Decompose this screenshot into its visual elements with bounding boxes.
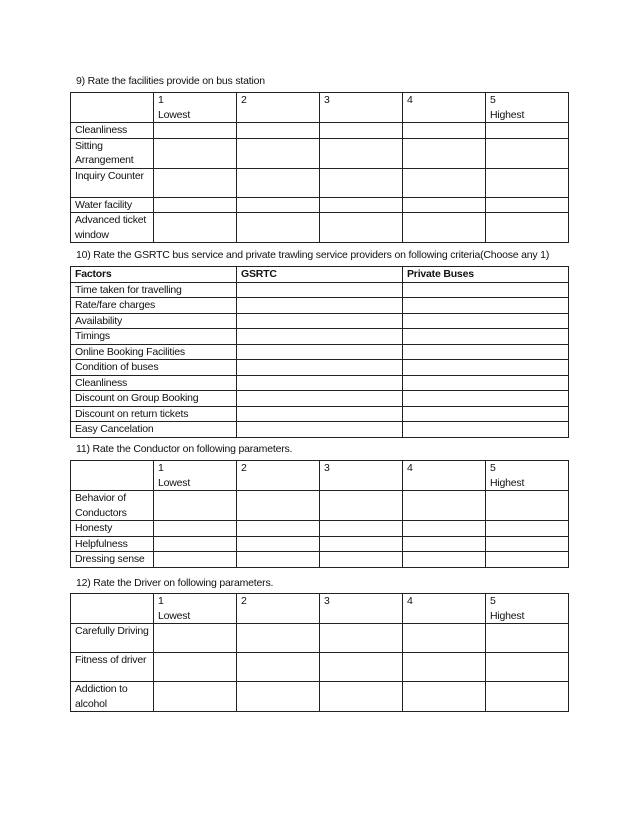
rating-cell[interactable] bbox=[403, 491, 486, 521]
rating-cell[interactable] bbox=[486, 138, 569, 168]
rating-number: 2 bbox=[241, 94, 247, 106]
rating-4-header bbox=[403, 461, 486, 491]
rating-cell[interactable] bbox=[403, 213, 486, 243]
rating-number: 3 bbox=[324, 462, 330, 474]
rating-cell[interactable] bbox=[154, 138, 237, 168]
rating-cell[interactable] bbox=[320, 521, 403, 537]
rating-cell[interactable] bbox=[320, 682, 403, 712]
rating-cell[interactable] bbox=[237, 536, 320, 552]
rating-cell[interactable] bbox=[237, 197, 320, 213]
row-label: Timings bbox=[71, 329, 237, 345]
rating-cell[interactable] bbox=[320, 123, 403, 139]
rating-2-header bbox=[237, 461, 320, 491]
rating-cell[interactable] bbox=[237, 653, 320, 682]
rating-cell[interactable] bbox=[403, 168, 486, 197]
rating-3-header bbox=[320, 93, 403, 123]
table-row bbox=[71, 536, 569, 552]
row-label: Easy Cancelation bbox=[71, 422, 237, 438]
rating-cell[interactable] bbox=[486, 168, 569, 197]
table-row bbox=[71, 552, 569, 568]
row-label: Cleanliness bbox=[71, 123, 154, 139]
comparison-header-row bbox=[71, 267, 569, 283]
rating-label: Highest bbox=[490, 476, 525, 489]
rating-cell[interactable] bbox=[320, 168, 403, 197]
rating-cell[interactable] bbox=[237, 123, 320, 139]
rating-cell[interactable] bbox=[403, 536, 486, 552]
table-row bbox=[71, 329, 569, 345]
rating-cell[interactable] bbox=[237, 624, 320, 653]
rating-2-header bbox=[237, 93, 320, 123]
row-label: Time taken for travelling bbox=[71, 282, 237, 298]
table-row bbox=[71, 282, 569, 298]
gsrtc-cell[interactable] bbox=[237, 313, 403, 329]
gsrtc-cell[interactable] bbox=[237, 360, 403, 376]
blank-header-cell bbox=[71, 93, 154, 123]
private-cell[interactable] bbox=[403, 344, 569, 360]
rating-cell[interactable] bbox=[320, 491, 403, 521]
rating-cell[interactable] bbox=[320, 653, 403, 682]
rating-cell[interactable] bbox=[154, 491, 237, 521]
rating-cell[interactable] bbox=[320, 552, 403, 568]
rating-number: 1 bbox=[158, 462, 164, 474]
rating-5-header bbox=[486, 594, 569, 624]
rating-number: 2 bbox=[241, 462, 247, 474]
private-cell[interactable] bbox=[403, 391, 569, 407]
rating-cell[interactable] bbox=[403, 552, 486, 568]
private-cell[interactable] bbox=[403, 406, 569, 422]
gsrtc-cell[interactable] bbox=[237, 344, 403, 360]
question-10-title: 10) Rate the GSRTC bus service and private trawling service providers on following criteria(Choose any 1) bbox=[76, 249, 550, 261]
rating-cell[interactable] bbox=[486, 653, 569, 682]
rating-4-header bbox=[403, 93, 486, 123]
rating-cell[interactable] bbox=[154, 536, 237, 552]
rating-4-header bbox=[403, 594, 486, 624]
rating-cell[interactable] bbox=[486, 624, 569, 653]
table-row bbox=[71, 360, 569, 376]
rating-cell[interactable] bbox=[486, 682, 569, 712]
table-row bbox=[71, 422, 569, 438]
rating-5-header bbox=[486, 461, 569, 491]
rating-number: 3 bbox=[324, 94, 330, 106]
rating-number: 4 bbox=[407, 595, 413, 607]
table-row bbox=[71, 313, 569, 329]
rating-cell[interactable] bbox=[403, 123, 486, 139]
factors-header: Factors bbox=[71, 267, 237, 283]
rating-1-header bbox=[154, 594, 237, 624]
row-label: Availability bbox=[71, 313, 237, 329]
rating-label: Lowest bbox=[158, 476, 191, 489]
row-label: Condition of buses bbox=[71, 360, 237, 376]
row-label: Addiction to alcohol bbox=[71, 682, 154, 712]
row-label: Helpfulness bbox=[71, 536, 154, 552]
rating-cell[interactable] bbox=[403, 138, 486, 168]
rating-header-row bbox=[71, 93, 569, 123]
row-label: Discount on return tickets bbox=[71, 406, 237, 422]
rating-number: 5 bbox=[490, 94, 496, 106]
rating-cell[interactable] bbox=[403, 624, 486, 653]
rating-cell[interactable] bbox=[320, 138, 403, 168]
rating-number: 1 bbox=[158, 94, 164, 106]
table-row bbox=[71, 521, 569, 537]
rating-label: Highest bbox=[490, 108, 525, 121]
rating-cell[interactable] bbox=[403, 682, 486, 712]
rating-cell[interactable] bbox=[486, 521, 569, 537]
row-label: Carefully Driving bbox=[71, 624, 154, 653]
table-row bbox=[71, 138, 569, 168]
rating-number: 4 bbox=[407, 94, 413, 106]
facilities-rating-table bbox=[70, 92, 569, 243]
rating-cell[interactable] bbox=[320, 197, 403, 213]
question-11-title: 11) Rate the Conductor on following parameters. bbox=[76, 443, 293, 455]
table-row bbox=[71, 406, 569, 422]
rating-cell[interactable] bbox=[403, 653, 486, 682]
table-row bbox=[71, 391, 569, 407]
row-label: Rate/fare charges bbox=[71, 298, 237, 314]
row-label: Behavior of Conductors bbox=[71, 491, 154, 521]
table-row bbox=[71, 298, 569, 314]
private-buses-header: Private Buses bbox=[403, 267, 569, 283]
rating-cell[interactable] bbox=[403, 197, 486, 213]
blank-header-cell bbox=[71, 461, 154, 491]
rating-cell[interactable] bbox=[154, 197, 237, 213]
rating-cell[interactable] bbox=[486, 213, 569, 243]
private-cell[interactable] bbox=[403, 313, 569, 329]
rating-cell[interactable] bbox=[154, 653, 237, 682]
conductor-rating-table bbox=[70, 460, 569, 568]
private-cell[interactable] bbox=[403, 360, 569, 376]
rating-cell[interactable] bbox=[154, 213, 237, 243]
rating-cell[interactable] bbox=[486, 536, 569, 552]
rating-cell[interactable] bbox=[237, 213, 320, 243]
rating-cell[interactable] bbox=[320, 213, 403, 243]
table-row bbox=[71, 197, 569, 213]
rating-cell[interactable] bbox=[154, 682, 237, 712]
table-row bbox=[71, 653, 569, 682]
rating-cell[interactable] bbox=[320, 624, 403, 653]
table-row bbox=[71, 168, 569, 197]
rating-label: Highest bbox=[490, 609, 525, 622]
rating-cell[interactable] bbox=[320, 536, 403, 552]
rating-cell[interactable] bbox=[237, 552, 320, 568]
table-row bbox=[71, 375, 569, 391]
rating-cell[interactable] bbox=[154, 123, 237, 139]
private-cell[interactable] bbox=[403, 282, 569, 298]
rating-cell[interactable] bbox=[486, 197, 569, 213]
gsrtc-cell[interactable] bbox=[237, 406, 403, 422]
rating-cell[interactable] bbox=[237, 138, 320, 168]
gsrtc-cell[interactable] bbox=[237, 422, 403, 438]
rating-number: 5 bbox=[490, 595, 496, 607]
rating-cell[interactable] bbox=[154, 552, 237, 568]
rating-cell[interactable] bbox=[154, 521, 237, 537]
rating-cell[interactable] bbox=[486, 491, 569, 521]
rating-header-row bbox=[71, 461, 569, 491]
row-label: Sitting Arrangement bbox=[71, 138, 154, 168]
rating-cell[interactable] bbox=[237, 168, 320, 197]
row-label: Fitness of driver bbox=[71, 653, 154, 682]
rating-cell[interactable] bbox=[237, 491, 320, 521]
private-cell[interactable] bbox=[403, 375, 569, 391]
gsrtc-cell[interactable] bbox=[237, 282, 403, 298]
rating-1-header bbox=[154, 461, 237, 491]
rating-3-header bbox=[320, 461, 403, 491]
table-row bbox=[71, 344, 569, 360]
gsrtc-cell[interactable] bbox=[237, 375, 403, 391]
rating-5-header bbox=[486, 93, 569, 123]
table-row bbox=[71, 491, 569, 521]
gsrtc-header: GSRTC bbox=[237, 267, 403, 283]
rating-number: 2 bbox=[241, 595, 247, 607]
rating-1-header bbox=[154, 93, 237, 123]
private-cell[interactable] bbox=[403, 298, 569, 314]
row-label: Dressing sense bbox=[71, 552, 154, 568]
rating-number: 1 bbox=[158, 595, 164, 607]
row-label: Cleanliness bbox=[71, 375, 237, 391]
rating-3-header bbox=[320, 594, 403, 624]
driver-rating-table bbox=[70, 593, 569, 712]
row-label: Discount on Group Booking bbox=[71, 391, 237, 407]
rating-number: 5 bbox=[490, 462, 496, 474]
private-cell[interactable] bbox=[403, 422, 569, 438]
rating-cell[interactable] bbox=[154, 624, 237, 653]
rating-2-header bbox=[237, 594, 320, 624]
question-9-title: 9) Rate the facilities provide on bus station bbox=[76, 75, 265, 87]
gsrtc-cell[interactable] bbox=[237, 298, 403, 314]
table-row bbox=[71, 624, 569, 653]
private-cell[interactable] bbox=[403, 329, 569, 345]
rating-cell[interactable] bbox=[486, 123, 569, 139]
rating-cell[interactable] bbox=[237, 521, 320, 537]
rating-cell[interactable] bbox=[237, 682, 320, 712]
gsrtc-cell[interactable] bbox=[237, 391, 403, 407]
table-row bbox=[71, 213, 569, 243]
service-comparison-table bbox=[70, 266, 569, 438]
rating-label: Lowest bbox=[158, 108, 191, 121]
gsrtc-cell[interactable] bbox=[237, 329, 403, 345]
rating-number: 4 bbox=[407, 462, 413, 474]
rating-cell[interactable] bbox=[154, 168, 237, 197]
row-label: Water facility bbox=[71, 197, 154, 213]
row-label: Online Booking Facilities bbox=[71, 344, 237, 360]
rating-number: 3 bbox=[324, 595, 330, 607]
row-label: Inquiry Counter bbox=[71, 168, 154, 197]
blank-header-cell bbox=[71, 594, 154, 624]
rating-cell[interactable] bbox=[486, 552, 569, 568]
rating-header-row bbox=[71, 594, 569, 624]
row-label: Honesty bbox=[71, 521, 154, 537]
rating-label: Lowest bbox=[158, 609, 191, 622]
table-row bbox=[71, 682, 569, 712]
question-12-title: 12) Rate the Driver on following parameters. bbox=[76, 577, 274, 589]
row-label: Advanced ticket window bbox=[71, 213, 154, 243]
rating-cell[interactable] bbox=[403, 521, 486, 537]
table-row bbox=[71, 123, 569, 139]
